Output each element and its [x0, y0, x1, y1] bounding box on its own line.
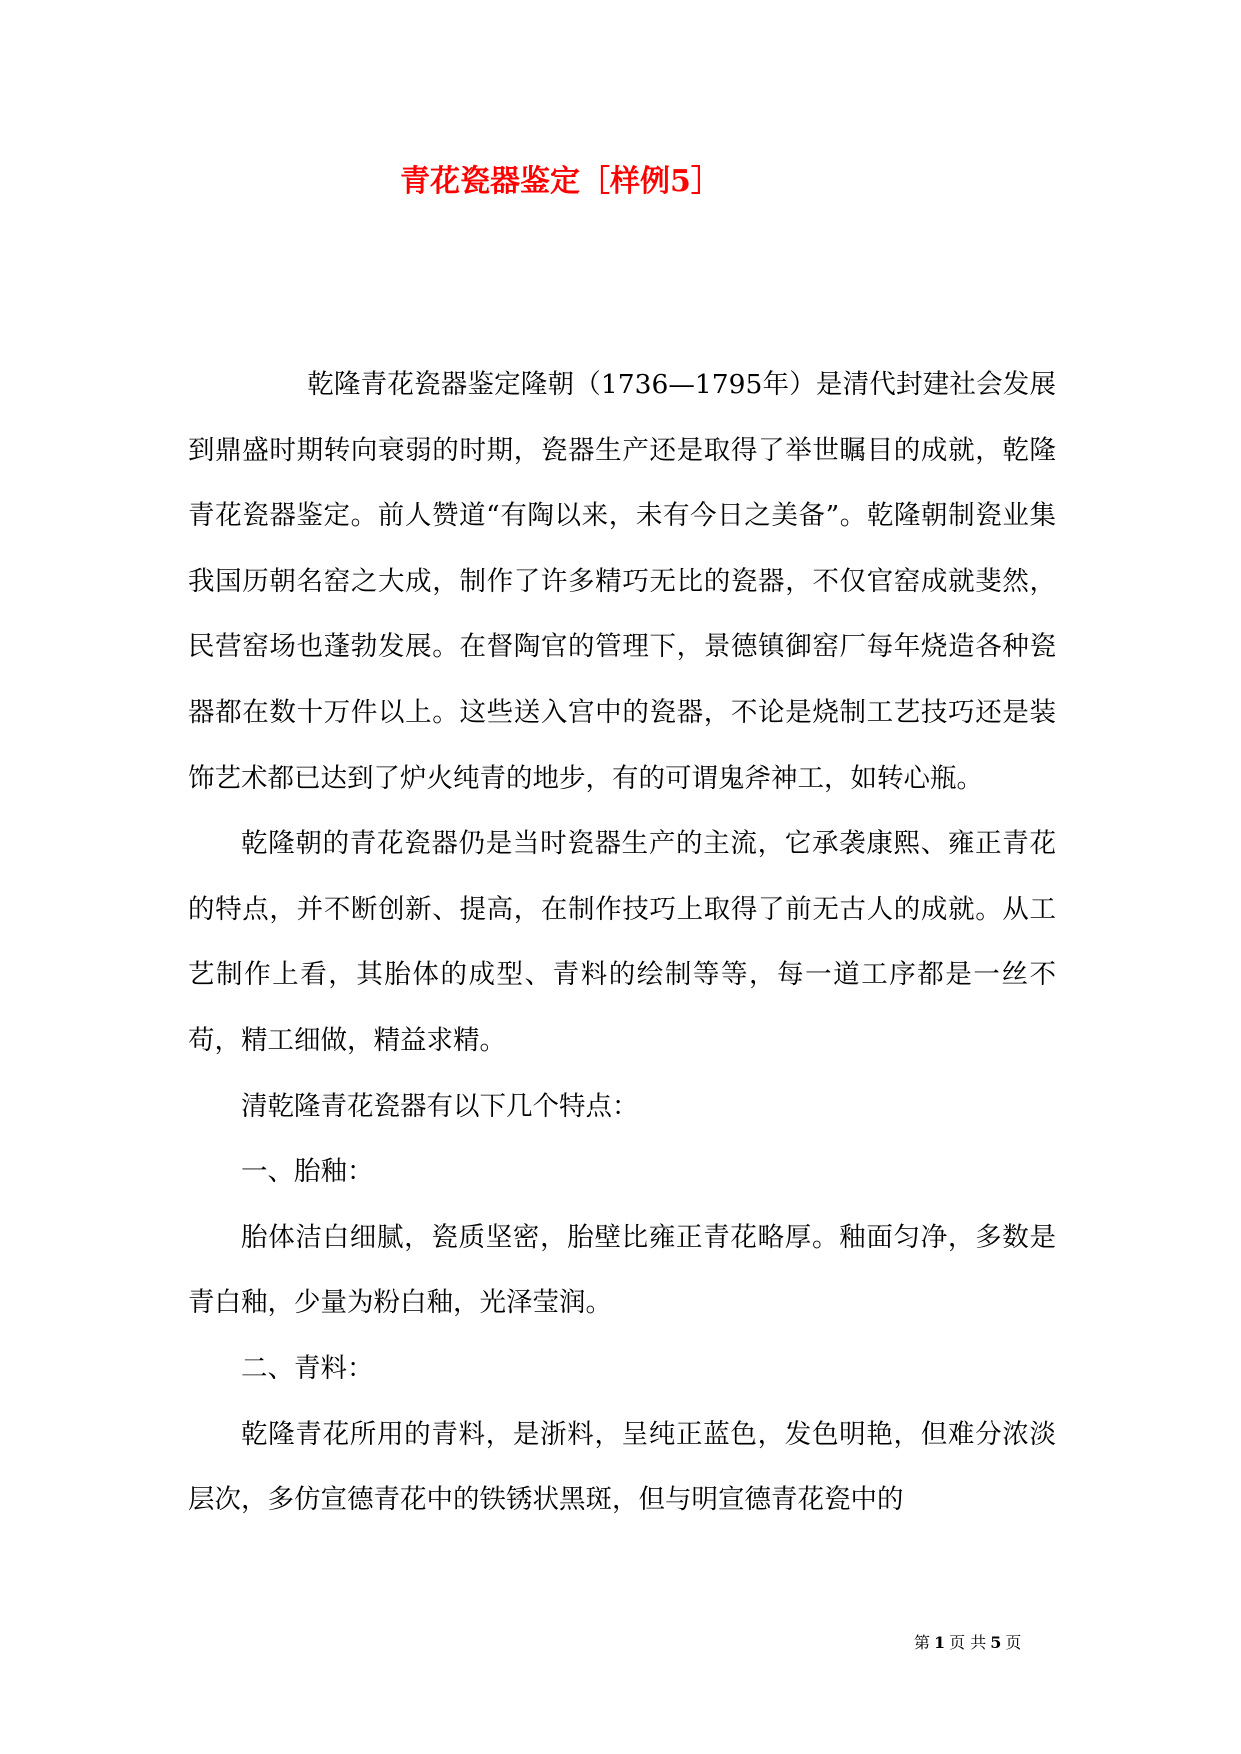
document-title: 青花瓷器鉴定［样例5］	[400, 164, 721, 199]
footer-middle: 页 共	[949, 1633, 987, 1652]
document-body	[188, 352, 1056, 1533]
total-page-count: 5	[990, 1633, 1002, 1652]
section-heading-pigment: 二、青料：	[241, 1352, 374, 1384]
paragraph-body-glaze: 胎体洁白细腻，瓷质坚密，胎壁比雍正青花略厚。釉面匀净，多数是青白釉，少量为粉白釉，光泽莹润。	[188, 1221, 1056, 1319]
paragraph-pigment: 乾隆青花所用的青料，是浙料，呈纯正蓝色，发色明艳，但难分浓淡层次，多仿宣德青花中的铁锈状黑斑，但与明宣德青花瓷中的	[188, 1418, 1056, 1516]
page-number-footer	[914, 1633, 1021, 1653]
paragraph-features-heading: 清乾隆青花瓷器有以下几个特点：	[241, 1090, 639, 1122]
paragraph-intro: 乾隆青花瓷器鉴定隆朝（1736—1795年）是清代封建社会发展到鼎盛时期转向衰弱的时期，瓷器生产还是取得了举世瞩目的成就，乾隆青花瓷器鉴定。前人赞道“有陶以来，未有今日之美备”。乾隆朝制瓷业集我国历朝名窑之大成，制作了许多精巧无比的瓷器，不仅官窑成就斐然，民营窑场也蓬勃发展。在督陶官的管理下，景德镇御窑厂每年烧造各种瓷器都在数十万件以上。这些送入宫中的瓷器，不论是烧制工艺技巧还是装饰艺术都已达到了炉火纯青的地步，有的可谓鬼斧神工，如转心瓶。	[188, 369, 1056, 794]
section-heading-body-glaze: 一、胎釉：	[241, 1156, 374, 1188]
paragraph-blue-white-mainstream: 乾隆朝的青花瓷器仍是当时瓷器生产的主流，它承袭康熙、雍正青花的特点，并不断创新、提高，在制作技巧上取得了前无古人的成就。从工艺制作上看，其胎体的成型、青料的绘制等等，每一道工序都是一丝不苟，精工细做，精益求精。	[188, 828, 1056, 1056]
footer-suffix: 页	[1005, 1633, 1022, 1652]
current-page-number: 1	[934, 1633, 946, 1652]
footer-prefix: 第	[914, 1633, 931, 1652]
